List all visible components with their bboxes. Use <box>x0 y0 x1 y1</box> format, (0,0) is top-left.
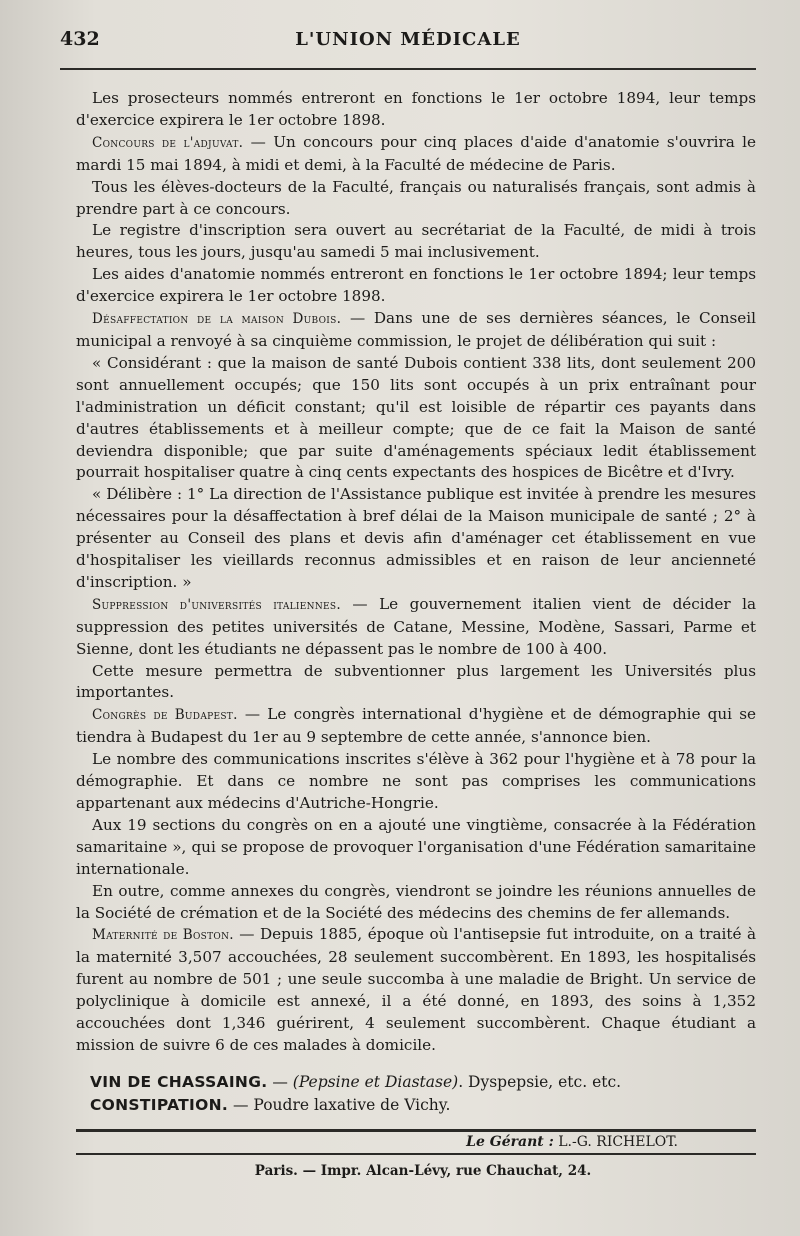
running-title: L'UNION MÉDICALE <box>295 29 521 50</box>
advertisements <box>76 1071 756 1117</box>
paragraph-text: En outre, comme annexes du congrès, viendront se joindre les réunions annuelles de la Société de crémation et de la Société des médecins des chemins de fer allemands. <box>76 881 756 922</box>
paragraph-text: Les prosecteurs nommés entreront en fonctions le 1er octobre 1894, leur temps d'exercice expirera le 1er octobre 1898. <box>76 89 756 129</box>
section-heading: Désaffectation de la maison Dubois. <box>92 311 342 328</box>
section-heading: Maternité de Boston. <box>92 927 234 944</box>
gerant-line <box>60 1134 756 1150</box>
paragraph <box>76 661 756 705</box>
paragraph-text: — Un concours pour cinq places d'aide d'anatomie s'ouvrira le mardi 15 mai 1894, à midi et demi, à la Faculté de médecine de Paris. <box>76 132 756 174</box>
header-rule <box>60 68 756 70</box>
paragraph <box>76 353 756 484</box>
paragraph-text: « Délibère : 1° La direction de l'Assistance publique est invitée à prendre les mesures nécessaires pour la désaffectation à bref délai de la Maison municipale de santé ; 2° à présenter au Conseil des plans et devis afin d'aménager cet établissement en vue d'hospitaliser les vieillards reconnus admissibles et en raison de leur ancienneté d'inscription. » <box>76 485 756 591</box>
printer-imprint: Paris. — Impr. Alcan-Lévy, rue Chauchat, 24. <box>254 1162 592 1179</box>
article-body <box>76 88 756 1057</box>
paragraph <box>76 704 756 749</box>
paragraph-text: Le registre d'inscription sera ouvert au secrétariat de la Faculté, de midi à trois heures, tous les jours, jusqu'au samedi 5 mai inclusivement. <box>76 221 756 262</box>
paragraph <box>76 177 756 221</box>
section-heading: Suppression d'universités italiennes. <box>92 596 341 613</box>
paragraph <box>76 308 756 353</box>
page-number: 432 <box>60 28 100 50</box>
paragraph-text: « Considérant : que la maison de santé Dubois contient 338 lits, dont seulement 200 sont annuellement occupés; que 150 lits sont occupés à un prix entraînant pour l'administration un déficit constant; qu'il est loisible de répartir ces payants dans d'autres établissements et à meilleur compte; que de ce fait la Maison de santé deviendra disponible; que par suite d'aménagements spéciaux ledit établissement pourrait hospitaliser quatre à cinq cents expectants des hospices de Bicêtre et d'Ivry. <box>76 353 756 482</box>
advertisement-dash: — <box>267 1072 293 1091</box>
paragraph-text: — Dans une de ses dernières séances, le Conseil municipal a renvoyé à sa cinquième commission, le projet de délibération qui suit : <box>76 309 756 350</box>
page-header <box>60 28 756 68</box>
gerant-name: L.-G. RICHELOT. <box>553 1133 678 1150</box>
paragraph <box>76 88 756 132</box>
paragraph-text: — Depuis 1885, époque où l'antisepsie fut introduite, on a traité à la maternité 3,507 accouchées, 28 seulement succombèrent. En 1893, les hospitalisés furent au nombre de 501 ; une seule succomba à une maladie de Bright. Un service de polyclinique à domicile est annexé, il a été donné, en 1893, des soins à 1,352 accouchées dont 1,346 guérirent, 4 seulement succombèrent. Chaque étudiant a mission de suivre 6 de ces malades à domicile. <box>76 925 756 1054</box>
advertisement-heading: VIN DE CHASSAING. <box>90 1072 268 1091</box>
paragraph-text: — Le gouvernement italien vient de décider la suppression des petites universités de Catane, Messine, Modène, Sassari, Parme et Sienne, dont les étudiants ne dépassent pas le nombre de 100 à 400. <box>76 594 757 658</box>
paragraph-text: Aux 19 sections du congrès on en a ajouté une vingtième, consacrée à la Fédération samaritaine », qui se propose de provoquer l'organisation d'une Fédération samaritaine internationale. <box>76 815 756 878</box>
advertisement-heading: CONSTIPATION. <box>90 1095 229 1114</box>
paragraph <box>76 594 756 661</box>
paragraph <box>76 749 756 815</box>
paragraph <box>76 220 756 264</box>
footer-rule-lower <box>76 1153 756 1155</box>
paragraph <box>76 881 756 925</box>
paragraph <box>76 264 756 308</box>
advertisement-dash: — <box>228 1095 254 1114</box>
paragraph <box>76 924 756 1056</box>
advertisement-line <box>76 1071 756 1094</box>
advertisement-italic: (Pepsine et Diastase) <box>292 1072 459 1091</box>
advertisement-line <box>76 1094 756 1117</box>
paragraph <box>76 484 756 594</box>
paragraph-text: — Le congrès international d'hygiène et de démographie qui se tiendra à Budapest du 1er au 9 septembre de cette année, s'annonce bien. <box>76 705 756 747</box>
advertisement-text: . Dyspepsie, etc. etc. <box>458 1072 622 1091</box>
paragraph <box>76 132 756 177</box>
paragraph-text: Cette mesure permettra de subventionner plus largement les Universités plus importantes. <box>76 661 756 702</box>
footer-rule <box>76 1129 756 1132</box>
advertisement-text: Poudre laxative de Vichy. <box>253 1095 451 1114</box>
paragraph-text: Les aides d'anatomie nommés entreront en fonctions le 1er octobre 1894; leur temps d'exercice expirera le 1er octobre 1898. <box>76 265 756 306</box>
paragraph <box>76 815 756 881</box>
section-heading: Concours de l'adjuvat. <box>92 134 244 151</box>
paragraph-text: Tous les élèves-docteurs de la Faculté, français ou naturalisés français, sont admis à prendre part à ce concours. <box>76 177 756 218</box>
paragraph-text: Le nombre des communications inscrites s'élève à 362 pour l'hygiène et à 78 pour la démographie. Et dans ce nombre ne sont pas comprises les communications appartenant aux médecins d'Autriche-Hongrie. <box>76 750 756 812</box>
section-heading: Congrès de Budapest. <box>92 707 238 724</box>
gerant-label: Le Gérant : <box>466 1133 554 1150</box>
